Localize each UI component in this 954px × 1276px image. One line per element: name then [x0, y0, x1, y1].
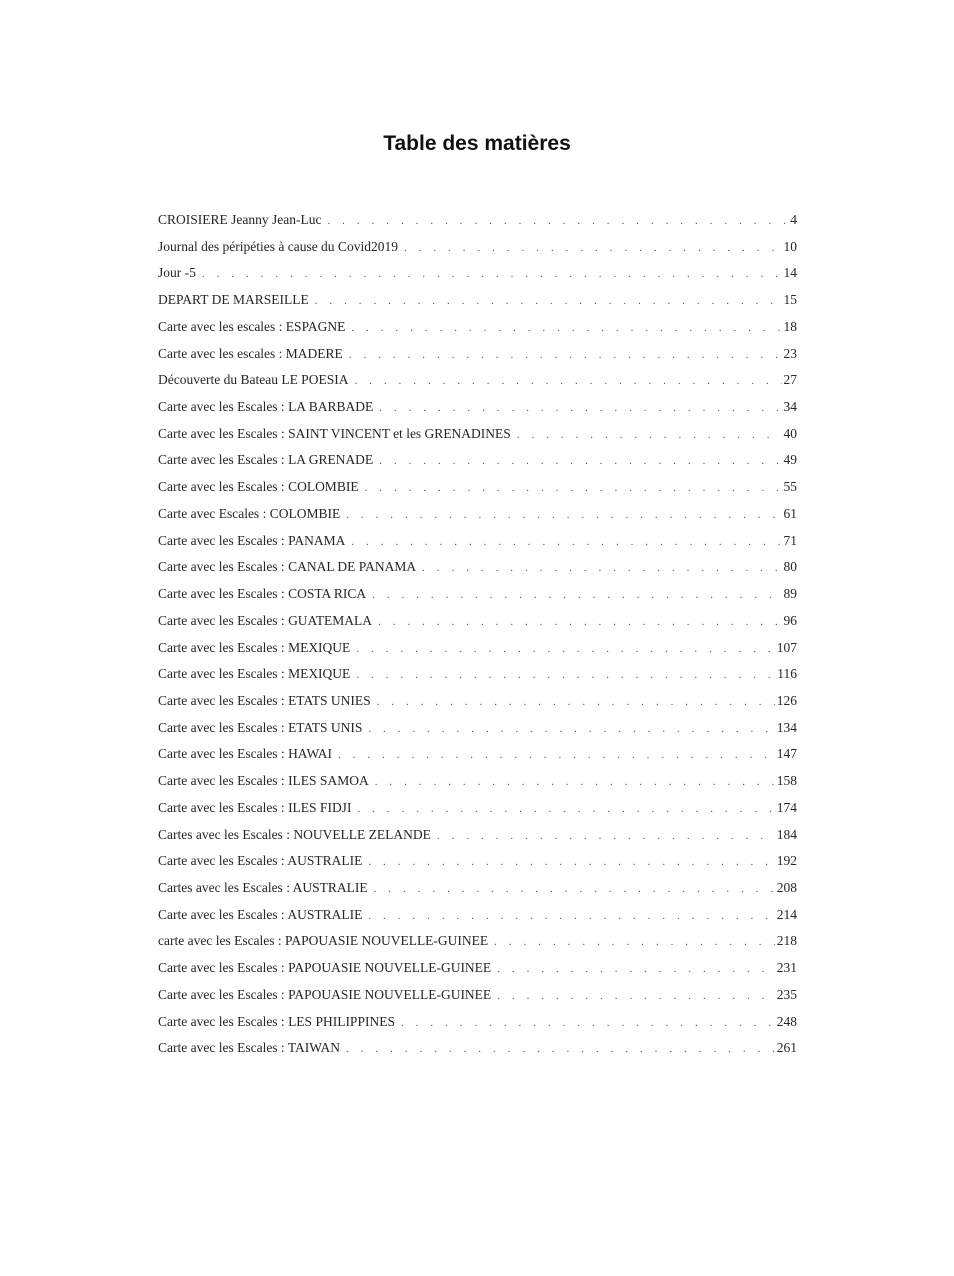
toc-entry[interactable] [158, 319, 797, 346]
toc-entry-page-number: 218 [776, 933, 797, 949]
toc-entry-page-number: 208 [776, 879, 797, 895]
toc-entry[interactable] [158, 399, 797, 426]
toc-entry[interactable] [158, 1014, 797, 1041]
dot-leader [354, 375, 781, 387]
toc-entry-page-number: 147 [776, 746, 797, 762]
dot-leader [365, 482, 782, 494]
dot-leader [327, 215, 788, 227]
toc-entry-page-number: 174 [776, 799, 797, 815]
dot-leader [202, 268, 782, 280]
toc-entry-title: Carte avec les Escales : PAPOUASIE NOUVELLE-GUINEE [158, 960, 492, 976]
dot-leader [368, 910, 774, 922]
toc-entry-title: Carte avec les Escales : COLOMBIE [158, 479, 359, 495]
toc-entry-page-number: 126 [776, 692, 797, 708]
toc-entry-title: Carte avec les Escales : HAWAI [158, 746, 332, 762]
toc-entry[interactable] [158, 880, 797, 907]
dot-leader [351, 322, 781, 334]
dot-leader [379, 402, 781, 414]
toc-entry-title: Carte avec les Escales : LA BARBADE [158, 399, 374, 415]
dot-leader [349, 349, 782, 361]
toc-entry-title: Carte avec les Escales : PAPOUASIE NOUVELLE-GUINEE [158, 986, 492, 1002]
toc-entry[interactable] [158, 559, 797, 586]
toc-entry[interactable] [158, 212, 797, 239]
toc-entry-title: carte avec les Escales : PAPOUASIE NOUVELLE-GUINEE [158, 933, 489, 949]
toc-entry-title: Jour -5 [158, 265, 196, 281]
toc-entry[interactable] [158, 426, 797, 453]
toc-entry-page-number: 231 [776, 960, 797, 976]
toc-entry-page-number: 248 [776, 1013, 797, 1029]
toc-entry-page-number: 134 [776, 719, 797, 735]
toc-entry[interactable] [158, 907, 797, 934]
toc-entry-page-number: 192 [776, 853, 797, 869]
toc-entry-page-number: 15 [783, 292, 797, 308]
toc-entry[interactable] [158, 827, 797, 854]
toc-entry[interactable] [158, 346, 797, 373]
toc-entry-page-number: 96 [783, 612, 797, 628]
toc-entry-title: CROISIERE Jeanny Jean-Luc [158, 212, 322, 227]
dot-leader [315, 295, 782, 307]
dot-leader [356, 669, 775, 681]
dot-leader [338, 749, 775, 761]
toc-entry[interactable] [158, 640, 797, 667]
toc-entry[interactable] [158, 853, 797, 880]
toc-entry[interactable] [158, 960, 797, 987]
toc-entry-page-number: 34 [783, 399, 797, 415]
toc-entry-title: DEPART DE MARSEILLE [158, 292, 309, 308]
toc-entry-title: Carte avec les Escales : ETATS UNIES [158, 692, 371, 708]
toc-entry-title: Carte avec les Escales : MEXIQUE [158, 639, 351, 655]
toc-entry-page-number: 235 [776, 986, 797, 1002]
toc-entry-title: Carte avec les Escales : AUSTRALIE [158, 906, 363, 922]
toc-entry-page-number: 4 [790, 212, 797, 227]
dot-leader [351, 536, 781, 548]
dot-leader [497, 990, 775, 1002]
table-of-contents [158, 212, 797, 1067]
dot-leader [379, 455, 781, 467]
toc-entry[interactable] [158, 746, 797, 773]
dot-leader [346, 1043, 775, 1055]
toc-entry-page-number: 89 [783, 586, 797, 602]
toc-entry-page-number: 10 [783, 238, 797, 254]
toc-entry[interactable] [158, 372, 797, 399]
toc-entry[interactable] [158, 533, 797, 560]
toc-entry[interactable] [158, 666, 797, 693]
toc-entry-title: Carte avec les Escales : COSTA RICA [158, 586, 367, 602]
dot-leader [368, 856, 774, 868]
toc-entry-title: Carte avec les Escales : CANAL DE PANAMA [158, 559, 417, 575]
toc-entry-page-number: 71 [783, 532, 797, 548]
dot-leader [401, 1017, 775, 1029]
dot-leader [368, 723, 774, 735]
toc-entry-title: Carte avec les Escales : ILES FIDJI [158, 799, 352, 815]
dot-leader [422, 562, 781, 574]
toc-entry-title: Carte avec les Escales : LES PHILIPPINES [158, 1013, 395, 1029]
dot-leader [494, 936, 775, 948]
toc-entry-page-number: 214 [776, 906, 797, 922]
toc-entry-title: Découverte du Bateau LE POESIA [158, 372, 349, 388]
toc-entry-page-number: 184 [776, 826, 797, 842]
dot-leader [356, 643, 774, 655]
dot-leader [378, 616, 781, 628]
toc-entry-page-number: 49 [783, 452, 797, 468]
toc-entry-title: Cartes avec les Escales : AUSTRALIE [158, 879, 368, 895]
toc-entry[interactable] [158, 506, 797, 533]
toc-entry-title: Cartes avec les Escales : NOUVELLE ZELANDE [158, 826, 431, 842]
page-title: Table des matières [383, 132, 571, 156]
dot-leader [404, 242, 782, 254]
toc-entry-page-number: 261 [776, 1040, 797, 1056]
toc-entry-page-number: 55 [783, 479, 797, 495]
dot-leader [374, 883, 775, 895]
dot-leader [357, 803, 774, 815]
dot-leader [375, 776, 775, 788]
toc-entry[interactable] [158, 773, 797, 800]
dot-leader [346, 509, 781, 521]
toc-entry[interactable] [158, 479, 797, 506]
toc-entry-title: Carte avec les escales : ESPAGNE [158, 318, 346, 334]
toc-entry-page-number: 61 [783, 505, 797, 521]
toc-entry-title: Carte avec les Escales : TAIWAN [158, 1040, 340, 1056]
toc-entry-title: Carte avec les Escales : ETATS UNIS [158, 719, 363, 735]
toc-entry[interactable] [158, 1040, 797, 1067]
toc-entry[interactable] [158, 800, 797, 827]
toc-entry[interactable] [158, 265, 797, 292]
toc-entry-page-number: 18 [783, 318, 797, 334]
toc-entry-title: Carte avec les Escales : LA GRENADE [158, 452, 374, 468]
toc-entry-page-number: 40 [783, 425, 797, 441]
toc-entry[interactable] [158, 987, 797, 1014]
dot-leader [437, 830, 775, 842]
toc-entry[interactable] [158, 452, 797, 479]
toc-entry-page-number: 158 [776, 773, 797, 789]
dot-leader [497, 963, 775, 975]
dot-leader [377, 696, 775, 708]
toc-entry-page-number: 116 [777, 666, 797, 682]
toc-entry-title: Carte avec les escales : MADERE [158, 345, 343, 361]
toc-entry[interactable] [158, 720, 797, 747]
toc-entry-page-number: 80 [783, 559, 797, 575]
toc-entry-title: Carte avec les Escales : MEXIQUE [158, 666, 351, 682]
dot-leader [372, 589, 781, 601]
toc-entry[interactable] [158, 586, 797, 613]
toc-entry[interactable] [158, 693, 797, 720]
toc-entry[interactable] [158, 613, 797, 640]
toc-entry[interactable] [158, 292, 797, 319]
toc-entry[interactable] [158, 239, 797, 266]
toc-entry-title: Carte avec les Escales : SAINT VINCENT et les GRENADINES [158, 425, 511, 441]
toc-entry-page-number: 27 [783, 372, 797, 388]
toc-entry-title: Carte avec les Escales : AUSTRALIE [158, 853, 363, 869]
toc-entry-title: Carte avec les Escales : ILES SAMOA [158, 773, 369, 789]
dot-leader [517, 429, 782, 441]
toc-entry-title: Carte avec les Escales : GUATEMALA [158, 612, 373, 628]
toc-entry[interactable] [158, 933, 797, 960]
toc-entry-title: Carte avec les Escales : PANAMA [158, 532, 346, 548]
toc-entry-title: Carte avec Escales : COLOMBIE [158, 505, 341, 521]
toc-entry-page-number: 23 [783, 345, 797, 361]
toc-entry-page-number: 14 [783, 265, 797, 281]
toc-entry-title: Journal des péripéties à cause du Covid2019 [158, 238, 398, 254]
toc-entry-page-number: 107 [776, 639, 797, 655]
